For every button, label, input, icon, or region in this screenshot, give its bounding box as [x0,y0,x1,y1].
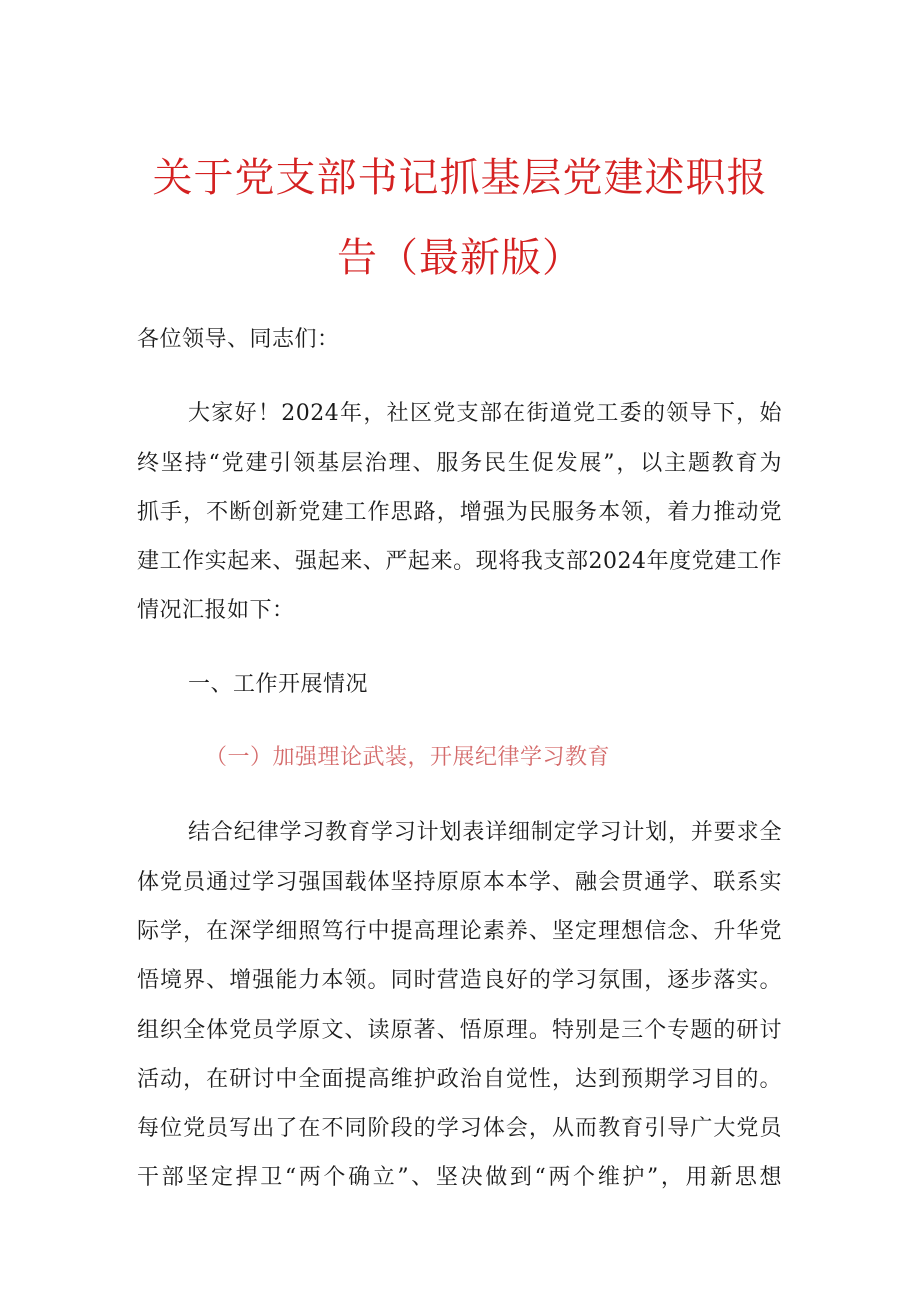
document-title-line-2: 告（最新版） [337,235,583,281]
intro-paragraph-line: 建工作实起来、强起来、严起来。现将我支部2024年度党建工作 [137,549,782,574]
body-paragraph-line: 体党员通过学习强国载体坚持原原本本学、融会贯通学、联系实 [137,870,782,895]
intro-paragraph-line: 抓手，不断创新党建工作思路，增强为民服务本领，着力推动党 [137,500,782,525]
subsection-heading: （一）加强理论武装，开展纪律学习教育 [205,745,611,770]
body-paragraph-line: 悟境界、增强能力本领。同时营造良好的学习氛围，逐步落实。 [137,968,782,993]
body-paragraph-line: 组织全体党员学原文、读原著、悟原理。特别是三个专题的研讨 [137,1018,782,1043]
salutation: 各位领导、同志们： [137,327,340,352]
intro-paragraph-line: 终坚持“党建引领基层治理、服务民生促发展”，以主题教育为 [137,451,782,476]
intro-paragraph-line: 大家好！2024年，社区党支部在街道党工委的领导下，始 [188,401,782,426]
intro-paragraph-line: 情况汇报如下： [137,598,295,623]
body-paragraph-line: 际学，在深学细照笃行中提高理论素养、坚定理想信念、升华党 [137,919,782,944]
body-paragraph-line: 每位党员写出了在不同阶段的学习体会，从而教育引导广大党员 [137,1116,782,1141]
body-paragraph-line: 结合纪律学习教育学习计划表详细制定学习计划，并要求全 [188,820,782,845]
document-title-line-1: 关于党支部书记抓基层党建述职报 [152,155,768,201]
body-paragraph-line: 干部坚定捍卫“两个确立”、坚决做到“两个维护”，用新思想 [137,1165,782,1190]
section-heading: 一、工作开展情况 [188,672,369,697]
body-paragraph-line: 活动，在研讨中全面提高维护政治自觉性，达到预期学习目的。 [137,1067,782,1092]
